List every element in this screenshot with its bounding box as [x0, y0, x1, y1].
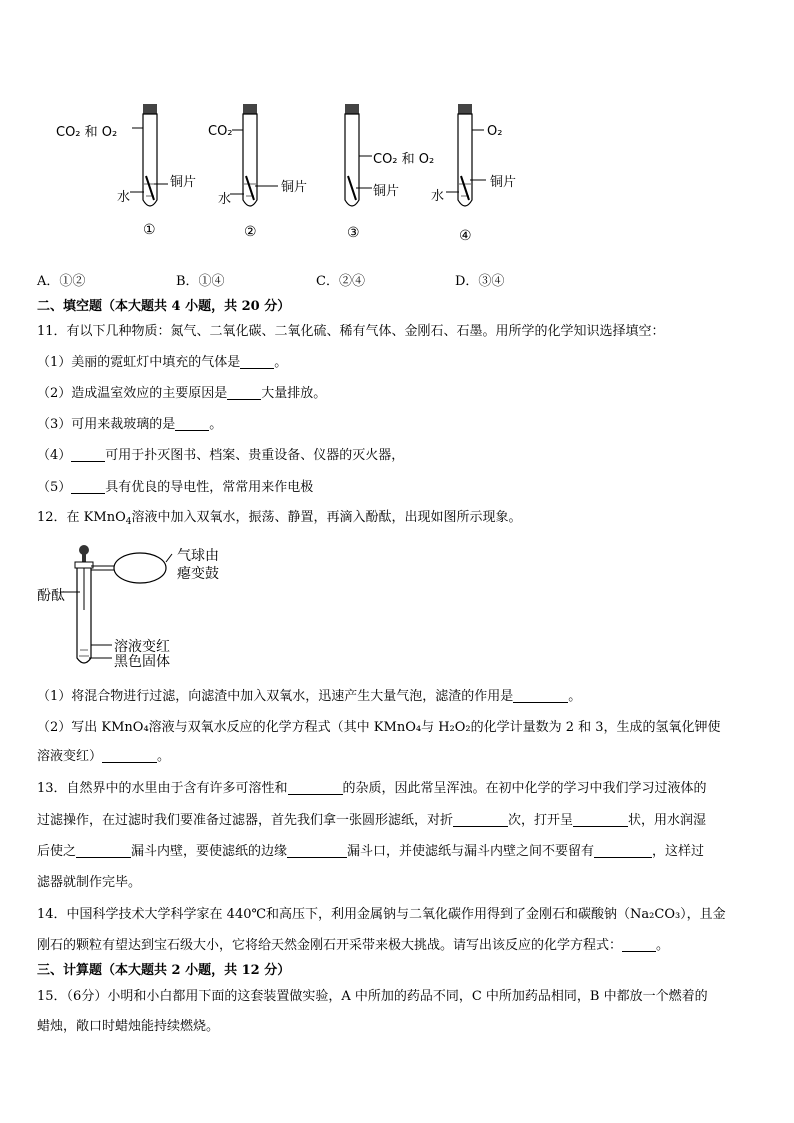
q15-line-1: 15．（6分）小明和小白都用下面的这套装置做实验，A 中所加的药品不同，C 中所加药品相同，B 中都放一个燃着的 — [37, 989, 708, 1004]
q13-line-4: 滤器就制作完毕。 — [37, 875, 142, 890]
section-3-heading: 三、计算题（本大题共 2 小题，共 12 分） — [37, 963, 291, 978]
test-tube-figure — [50, 100, 550, 250]
answer-blank[interactable] — [573, 812, 628, 827]
q12-stem-b: 溶液中加入双氧水，振荡、静置，再滴入酚酞，出现如图所示现象。 — [131, 510, 522, 525]
q12-part-2-line-2 — [37, 748, 170, 766]
answer-blank[interactable] — [71, 447, 105, 462]
fig-black-solid-label: 黑色固体 — [114, 654, 170, 670]
fig-solution-red-label: 溶液变红 — [114, 639, 170, 655]
q14-l2a: 刚石的颗粒有望达到宝石级大小，它将给天然金刚石开采带来极大挑战。请写出该反应的化学方程式： — [37, 938, 623, 953]
q11-p2-end: 大量排放。 — [261, 386, 327, 401]
option-a: A．①② — [37, 274, 86, 289]
tube-4-label-top: O₂ — [487, 124, 503, 139]
tube-4-number: ④ — [459, 228, 472, 244]
q13-l3d: ，这样过 — [652, 844, 705, 859]
tube-2 — [230, 104, 278, 206]
q13-l3b: 漏斗内壁，要使滤纸的边缘 — [131, 844, 288, 859]
q13-l2a: 过滤操作，在过滤时我们要准备过滤器，首先我们拿一张圆形滤纸，对折 — [37, 813, 454, 828]
q11-p5-text: （5） — [37, 480, 72, 495]
q11-p4-end: 可用于扑灭图书、档案、贵重设备、仪器的灭火器， — [105, 448, 405, 463]
answer-blank[interactable] — [175, 416, 209, 431]
answer-blank[interactable] — [287, 843, 347, 858]
tube-2-label-water: 水 — [218, 192, 232, 207]
q11-part-1 — [37, 354, 287, 372]
tube-3-number: ③ — [347, 225, 360, 241]
option-b: B．①④ — [176, 274, 225, 289]
q13-line-2 — [37, 812, 706, 830]
q13-l1b: 的杂质，因此常呈浑浊。在初中化学的学习中我们学习过液体的 — [342, 781, 707, 796]
q12-p1-text: （1）将混合物进行过滤，向滤渣中加入双氧水，迅速产生大量气泡，滤渣的作用是 — [37, 689, 514, 704]
q12-part-1 — [37, 688, 581, 706]
q13-l2b: 次，打开呈 — [508, 813, 574, 828]
tube-3-label-copper: 铜片 — [373, 184, 400, 199]
answer-blank[interactable] — [622, 937, 656, 952]
q11-part-5 — [37, 479, 313, 497]
q11-part-3 — [37, 416, 222, 434]
fig-balloon-label-2: 瘪变鼓 — [177, 566, 219, 582]
q12-part-2-line-1: （2）写出 KMnO₄溶液与双氧水反应的化学方程式（其中 KMnO₄与 H₂O₂的化学计量数为 2 和 3，生成的氢氧化钾使 — [37, 720, 721, 735]
tube-3-label-top: CO₂ 和 O₂ — [373, 152, 435, 167]
section-2-heading: 二、填空题（本大题共 4 小题，共 20 分） — [37, 299, 291, 314]
answer-blank[interactable] — [227, 385, 261, 400]
fig-phenolphthalein-label: 酚酞 — [37, 588, 65, 604]
fig-balloon-label-1: 气球由 — [177, 548, 219, 564]
tube-1-label-copper: 铜片 — [170, 175, 197, 190]
q14-line-1: 14．中国科学技术大学科学家在 440℃和高压下，利用金属钠与二氧化碳作用得到了金刚石和碳酸钠（Na₂CO₃），且金 — [37, 907, 726, 922]
answer-blank[interactable] — [102, 748, 157, 763]
tube-1-number: ① — [143, 222, 156, 238]
q13-l1a: 13．自然界中的水里由于含有许多可溶性和 — [37, 781, 288, 796]
tube-1-label-top: CO₂ 和 O₂ — [56, 125, 118, 140]
q13-l3c: 漏斗口，并使滤纸与漏斗内壁之间不要留有 — [347, 844, 595, 859]
q12-p2-end: 。 — [157, 749, 171, 764]
q11-part-4 — [37, 447, 404, 465]
q11-part-2 — [37, 385, 326, 403]
q11-stem: 11．有以下几种物质：氮气、二氧化碳、二氧化硫、稀有气体、金刚石、石墨。用所学的化学知识选择填空： — [37, 324, 665, 339]
q13-l3a: 后使之 — [37, 844, 77, 859]
tube-4-label-copper: 铜片 — [490, 175, 517, 190]
q12-stem-a: 12．在 KMnO — [37, 510, 126, 525]
q12-p1-end: 。 — [568, 689, 582, 704]
q11-p3-end: 。 — [209, 417, 223, 432]
tube-2-number: ② — [244, 224, 257, 240]
q12-stem — [37, 509, 521, 531]
q11-p5-end: 具有优良的导电性，常常用来作电极 — [105, 480, 314, 495]
q13-l2c: 状，用水润湿 — [628, 813, 707, 828]
answer-blank[interactable] — [513, 688, 568, 703]
answer-blank[interactable] — [288, 780, 343, 795]
q13-line-3 — [37, 843, 704, 861]
answer-blank[interactable] — [594, 843, 652, 858]
tube-1 — [130, 104, 168, 206]
tube-4 — [446, 104, 486, 206]
q11-p1-text: （1）美丽的霓虹灯中填充的气体是 — [37, 355, 241, 370]
tube-2-label-copper: 铜片 — [281, 180, 308, 195]
q12-p2-text: 溶液变红） — [37, 749, 103, 764]
q12-stem-sub: 4 — [125, 517, 132, 527]
q15-line-2: 蜡烛，敞口时蜡烛能持续燃烧。 — [37, 1019, 220, 1034]
tube-3 — [345, 104, 372, 206]
tube-4-label-water: 水 — [431, 189, 445, 204]
q14-line-2 — [37, 937, 669, 955]
answer-blank[interactable] — [240, 354, 274, 369]
answer-blank[interactable] — [453, 812, 508, 827]
answer-blank[interactable] — [76, 843, 131, 858]
tube-1-label-water: 水 — [117, 190, 131, 205]
q11-p1-end: 。 — [274, 355, 288, 370]
tube-2-label-top: CO₂ — [208, 124, 233, 139]
q11-p2-text: （2）造成温室效应的主要原因是 — [37, 386, 228, 401]
q11-p4-text: （4） — [37, 448, 72, 463]
option-c: C．②④ — [316, 274, 365, 289]
q13-line-1 — [37, 780, 707, 798]
option-d: D．③④ — [455, 274, 505, 289]
q11-p3-text: （3）可用来裁玻璃的是 — [37, 417, 176, 432]
answer-blank[interactable] — [71, 479, 105, 494]
q14-l2b: 。 — [656, 938, 670, 953]
